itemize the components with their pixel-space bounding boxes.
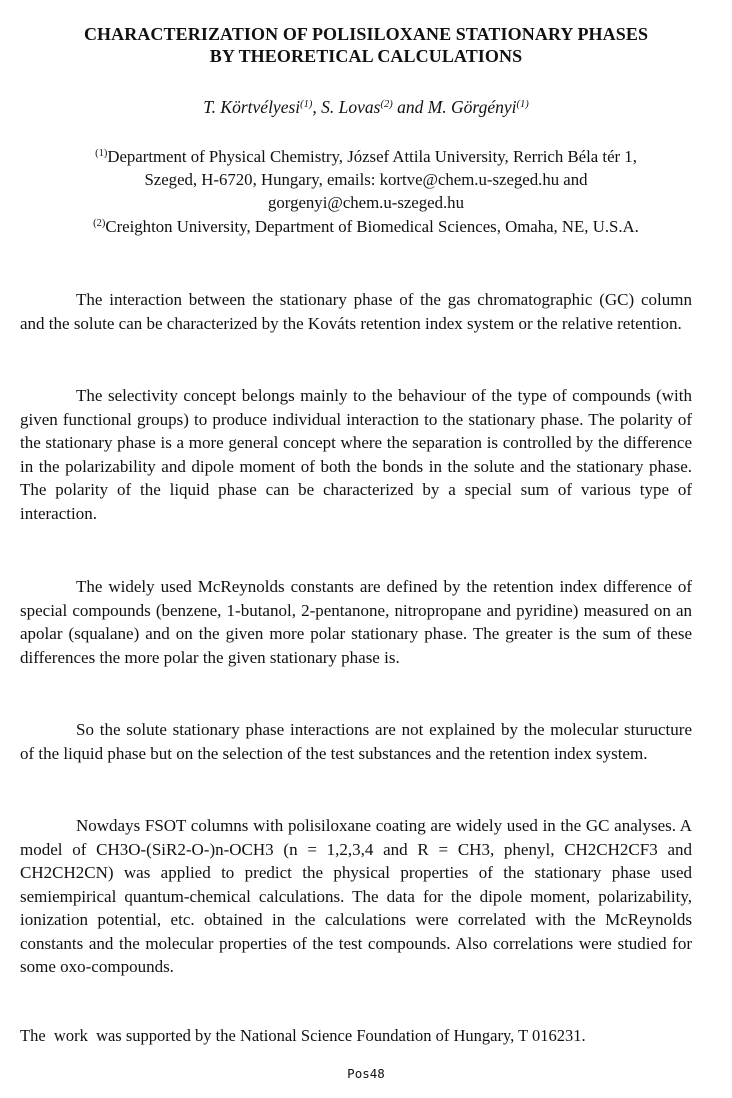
acknowledgement: The work was supported by the National Science Foundation of Hungary, T 016231.: [20, 1026, 586, 1045]
affiliation-2-mark: (2): [93, 218, 106, 229]
abstract-paragraph-2: The selectivity concept belongs mainly to the behaviour of the type of compounds (with given functional groups) to produce individual interaction to the stationary phase. The polarity of the stationary phase is a more general concept where the separation is controlled by the difference in the polarizability and dipole moment of both the bonds in the solute and the stationary phase. The polarity of the liquid phase can be characterized by a special sum of various type of interaction.: [20, 386, 692, 523]
author-1-affiliation-mark: (1): [300, 99, 313, 110]
affiliation-2-text: Creighton University, Department of Biomedical Sciences, Omaha, NE, U.S.A.: [105, 217, 639, 236]
affiliation-1-line-1: [16, 145, 716, 168]
affiliation-1-line-3: gorgenyi@chem.u-szeged.hu: [268, 193, 464, 212]
paper-title: [10, 23, 722, 67]
abstract-paragraph-1: The interaction between the stationary phase of the gas chromatographic (GC) column and the solute can be characterized by the Kováts retention index system or the relative retention.: [20, 290, 692, 333]
author-2-name: S. Lovas: [321, 97, 381, 117]
author-2-affiliation-mark: (2): [380, 99, 393, 110]
author-list: [0, 96, 732, 118]
abstract-paragraph-3: The widely used McReynolds constants are defined by the retention index difference of special compounds (benzene, 1-butanol, 2-pentanone, nitropropane and pyridine) measured on an apolar (squalane) and on the given more polar stationary phase. The greater is the sum of these differences the more polar the given stationary phase is.: [20, 577, 692, 667]
affiliation-1-line-2: Szeged, H-6720, Hungary, emails: kortve@chem.u-szeged.hu and: [144, 170, 588, 189]
author-separator-and: and: [392, 97, 428, 117]
page-number: Pos48: [347, 1066, 385, 1081]
affiliation-1-mark: (1): [95, 148, 108, 159]
affiliation-2: [16, 215, 716, 238]
abstract-paragraph-5: Nowdays FSOT columns with polisiloxane coating are widely used in the GC analyses. A model of CH3O-(SiR2-O-)n-OCH3 (n = 1,2,3,4 and R = CH3, phenyl, CH2CH2CF3 and CH2CH2CN) was applied to predict the physical properties of the stationary phase used semiempirical quantum-chemical calculations. The data for the dipole moment, polarizability, ionization potential, etc. obtained in the calculations were correlated with the McReynolds constants and the molecular properties of the test compounds. Also correlations were studied for some oxo-compounds.: [20, 816, 692, 976]
author-1-name: T. Körtvélyesi: [203, 97, 301, 117]
author-separator: ,: [312, 97, 322, 117]
abstract-paragraph-4: So the solute stationary phase interactions are not explained by the molecular sturucture of the liquid phase but on the selection of the test substances and the retention index system.: [20, 720, 692, 763]
affiliation-1-text-1: Department of Physical Chemistry, József Attila University, Rerrich Béla tér 1,: [107, 147, 637, 166]
title-line-2: BY THEORETICAL CALCULATIONS: [209, 46, 523, 66]
author-3-name: M. Görgényi: [427, 97, 517, 117]
affiliation-1: [16, 145, 716, 214]
title-line-1: CHARACTERIZATION OF POLISILOXANE STATIONARY PHASES: [83, 24, 649, 44]
author-3-affiliation-mark: (1): [516, 99, 529, 110]
